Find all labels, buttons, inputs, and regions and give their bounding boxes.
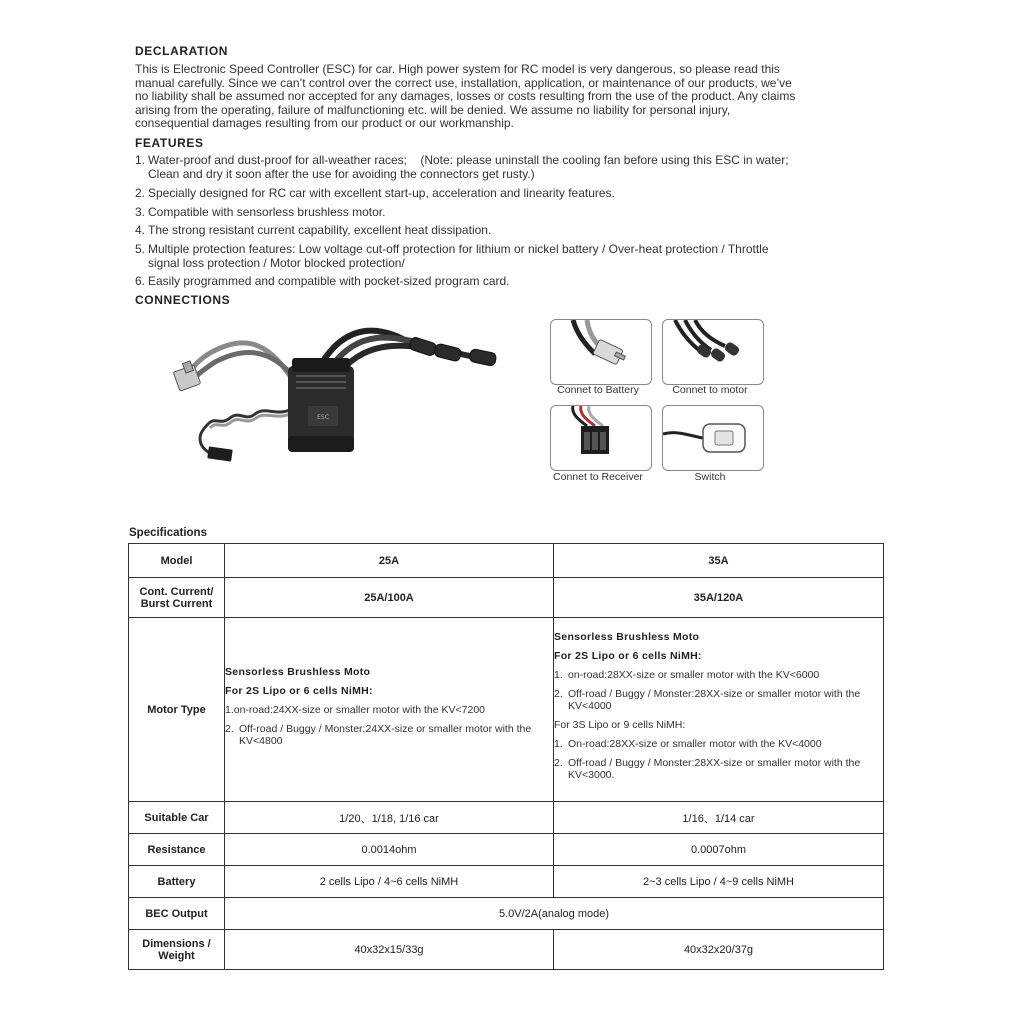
motor-type-subtitle: For 2S Lipo or 6 cells NiMH: [554, 650, 702, 662]
declaration-line: manual carefully. Since we can’t control over the correct use, installation, application, or maintenance of our products, we’ve [135, 75, 792, 90]
switch-box [662, 405, 764, 471]
feature-number: 1. [135, 153, 146, 167]
battery-connector-icon [551, 320, 651, 384]
motor-type-title: Sensorless Brushless Moto [554, 631, 700, 643]
switch-label: Switch [694, 471, 726, 483]
cell-value: 35A/120A [554, 578, 884, 618]
column-header-25a: 25A [225, 544, 554, 578]
specifications-table [128, 543, 884, 970]
motor-type-item [225, 723, 553, 747]
row-label-line: Burst Current [140, 597, 213, 610]
table-row-motor-type [129, 618, 884, 802]
motor-connector-label: Connet to motor [672, 384, 748, 396]
motor-connector-icon [663, 320, 763, 384]
feature-item-2 [135, 187, 875, 201]
motor-type-item: 1.on-road:24XX-size or smaller motor with the KV<7200 [225, 703, 486, 716]
table-row-current [129, 578, 884, 618]
esc-photo [170, 318, 520, 475]
motor-type-item [554, 669, 883, 681]
feature-text: Multiple protection features: Low voltage cut-off protection for lithium or nickel battery / Over-heat protection / Throttle [148, 242, 769, 256]
cell-value: 0.0007ohm [554, 834, 884, 866]
motor-type-25a [225, 618, 554, 802]
motor-type-subtitle-3s: For 3S Lipo or 9 cells NiMH: [554, 719, 686, 731]
feature-number: 6. [135, 274, 146, 288]
cell-value: 40x32x15/33g [225, 930, 554, 970]
table-row-resistance [129, 834, 884, 866]
feature-item-1 [135, 154, 875, 181]
feature-text: Clean and dry it soon after the use for avoiding the connectors get rusty.) [148, 166, 535, 181]
row-label [129, 930, 225, 970]
cell-value: 1/20、1/18, 1/16 car [225, 802, 554, 834]
cell-value: 0.0014ohm [225, 834, 554, 866]
row-label-line: Weight [158, 949, 195, 962]
item-number: 2. [225, 722, 234, 735]
row-label: Motor Type [129, 618, 225, 802]
receiver-connector-label: Connet to Receiver [553, 471, 643, 483]
motor-type-title: Sensorless Brushless Moto [225, 665, 371, 678]
feature-text: Easily programmed and compatible with pocket-sized program card. [148, 274, 510, 288]
cell-value: 1/16、1/14 car [554, 802, 884, 834]
item-text: On-road:28XX-size or smaller motor with the KV<4000 [568, 738, 822, 750]
feature-text: Compatible with sensorless brushless motor. [148, 205, 386, 219]
specifications-title: Specifications [129, 527, 207, 539]
feature-text: The strong resistant current capability, excellent heat dissipation. [148, 223, 492, 237]
table-row-battery [129, 866, 884, 898]
item-number: 2. [554, 688, 563, 700]
declaration-line: consequential damages resulting from our product or our workmanship. [135, 116, 514, 131]
features-heading: FEATURES [135, 136, 204, 150]
item-number: 2. [554, 757, 563, 769]
feature-text: Specially designed for RC car with excellent start-up, acceleration and linearity features. [148, 186, 615, 200]
motor-type-item [554, 688, 883, 712]
feature-number: 2. [135, 186, 146, 200]
row-label: BEC Output [129, 898, 225, 930]
feature-text: signal loss protection / Motor blocked protection/ [148, 255, 405, 270]
motor-connector-box [662, 319, 764, 385]
feature-item-6 [135, 275, 875, 289]
feature-number: 5. [135, 242, 146, 256]
row-label: Suitable Car [129, 802, 225, 834]
item-text: on-road:28XX-size or smaller motor with the KV<6000 [568, 669, 820, 681]
feature-item-3 [135, 206, 875, 220]
declaration-heading: DECLARATION [135, 44, 229, 58]
item-text: Off-road / Buggy / Monster:28XX-size or smaller motor with the KV<3000. [568, 757, 861, 781]
column-header-35a: 35A [554, 544, 884, 578]
declaration-line: This is Electronic Speed Controller (ESC) for car. High power system for RC model is very dangerous, so please read this [135, 62, 780, 76]
cell-value: 40x32x20/37g [554, 930, 884, 970]
svg-text:ESC: ESC [317, 414, 329, 421]
item-text: Off-road / Buggy / Monster:24XX-size or smaller motor with the KV<4800 [239, 722, 532, 747]
declaration-line: arising from the operating, failure of malfunctioning etc. will be denied. We assume no liability for personal injury, [135, 102, 731, 117]
receiver-connector-box [550, 405, 652, 471]
connections-heading: CONNECTIONS [135, 293, 231, 307]
item-number: 1. [554, 669, 563, 681]
row-label: Resistance [129, 834, 225, 866]
motor-type-item [554, 757, 883, 781]
row-label-line: Dimensions / [142, 937, 211, 950]
row-label [129, 578, 225, 618]
table-row-model [129, 544, 884, 578]
declaration-text [135, 63, 895, 131]
declaration-line: no liability shall be assumed nor accepted for any damages, losses or costs resulting from the use of the product. Any claims [135, 89, 796, 104]
cell-value: 2~3 cells Lipo / 4~9 cells NiMH [554, 866, 884, 898]
switch-icon [663, 406, 763, 470]
receiver-connector-icon [551, 406, 651, 470]
row-label: Model [129, 544, 225, 578]
battery-connector-label: Connet to Battery [557, 384, 639, 396]
motor-type-subtitle: For 2S Lipo or 6 cells NiMH: [225, 684, 373, 697]
motor-type-item [554, 738, 883, 750]
table-row-bec-output [129, 898, 884, 930]
feature-number: 4. [135, 223, 146, 237]
item-number: 1. [554, 738, 563, 750]
cell-value: 2 cells Lipo / 4~6 cells NiMH [225, 866, 554, 898]
item-text: Off-road / Buggy / Monster:28XX-size or smaller motor with the KV<4000 [568, 688, 861, 712]
table-row-suitable-car [129, 802, 884, 834]
battery-connector-box [550, 319, 652, 385]
esc-with-cables-icon [170, 318, 520, 470]
feature-item-4 [135, 224, 875, 238]
motor-type-35a [554, 618, 884, 802]
row-label-line: Cont. Current/ [139, 585, 214, 598]
row-label: Battery [129, 866, 225, 898]
cell-value: 5.0V/2A(analog mode) [225, 898, 884, 930]
feature-item-5 [135, 243, 875, 270]
feature-text: Water-proof and dust-proof for all-weather races; (Note: please uninstall the cooling fan before using this ESC in water; [148, 153, 789, 167]
table-row-dimensions [129, 930, 884, 970]
cell-value: 25A/100A [225, 578, 554, 618]
feature-number: 3. [135, 205, 146, 219]
